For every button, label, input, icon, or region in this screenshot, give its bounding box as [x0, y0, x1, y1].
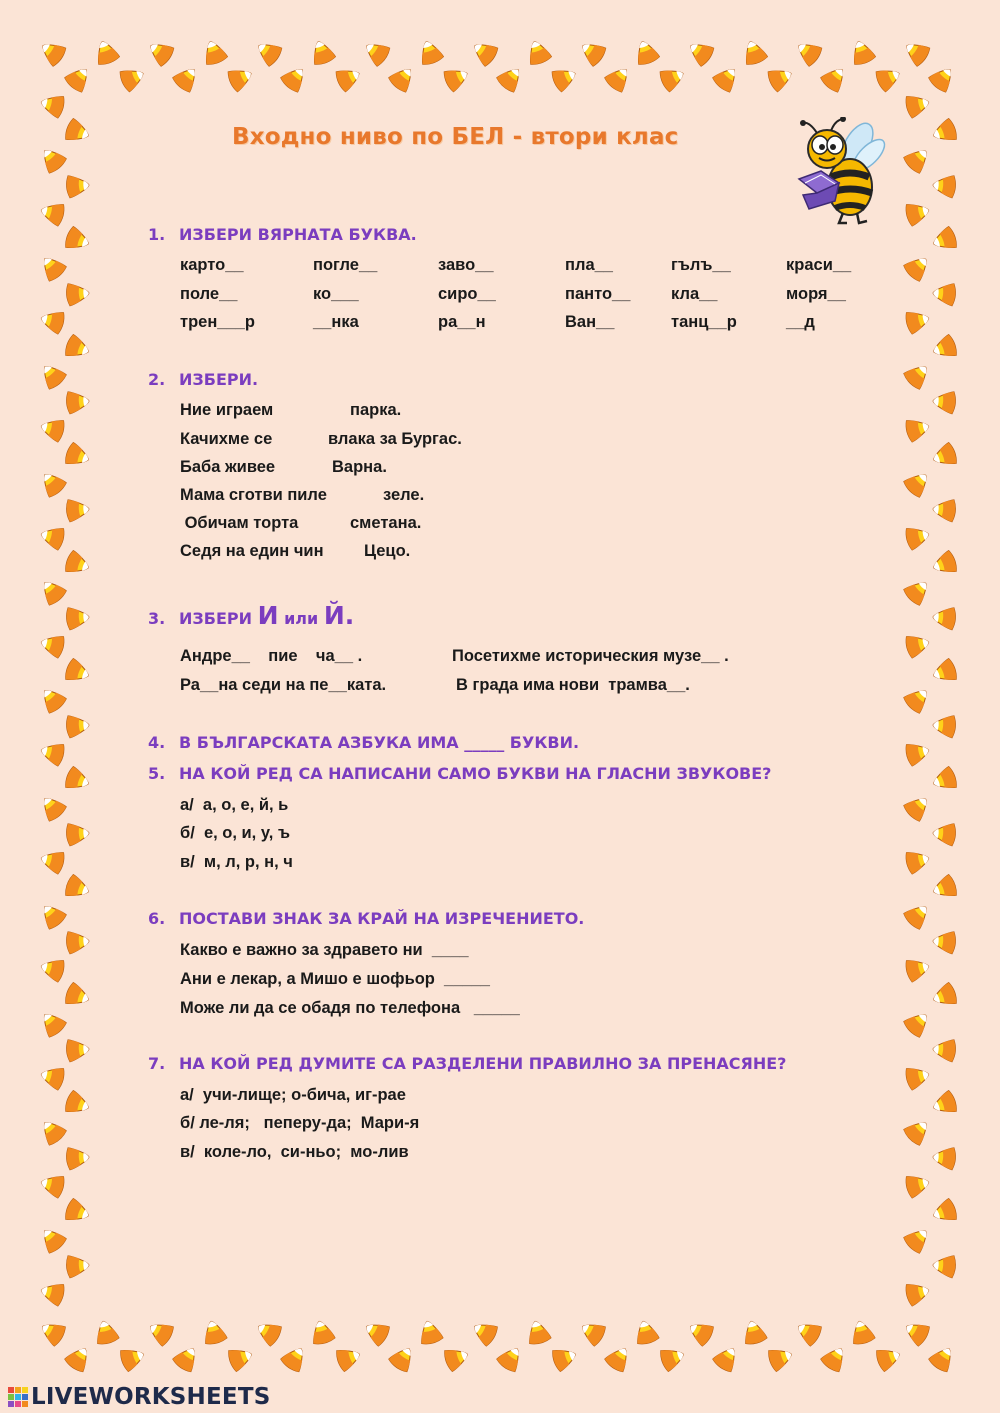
q3-left-sentence: Ра__на седи на пе__ката.	[180, 676, 387, 694]
q3-heading-letter-i: И	[257, 601, 279, 630]
q1-word: моря__	[786, 285, 846, 303]
q7-number: 7.	[148, 1054, 166, 1073]
q1-word: панто__	[565, 285, 631, 303]
q6-sentence: Ани е лекар, а Мишо е шофьор _____	[180, 970, 490, 988]
q1-word: кла__	[671, 285, 718, 303]
q3-heading-prefix: ИЗБЕРИ	[179, 609, 252, 628]
q4-heading-text: В БЪЛГАРСКАТА АЗБУКА ИМА _____ БУКВИ.	[179, 733, 580, 752]
q5-heading	[148, 764, 771, 783]
q2-number: 2.	[148, 370, 166, 389]
q1-word: __д	[786, 313, 815, 331]
q5-heading-text: НА КОЙ РЕД СА НАПИСАНИ САМО БУКВИ НА ГЛАСНИ ЗВУКОВЕ?	[179, 764, 772, 783]
q6-sentence: Може ли да се обадя по телефона _____	[180, 999, 520, 1017]
q2-sentence-start: Мама сготви пиле	[180, 486, 327, 504]
q4-heading	[148, 733, 579, 752]
q1-word: ко___	[313, 285, 359, 303]
q5-option-a: а/ а, о, е, й, ь	[180, 796, 289, 814]
q1-word: краси__	[786, 256, 852, 274]
q3-heading-letter-y: Й.	[323, 601, 355, 630]
q2-heading	[148, 370, 258, 389]
q1-word: карто__	[180, 256, 244, 274]
q5-option-b: б/ е, о, и, у, ъ	[180, 824, 290, 842]
q5-number: 5.	[148, 764, 166, 783]
q7-option-c: в/ коле-ло, си-ньо; мо-лив	[180, 1143, 409, 1161]
bee-reading-illustration	[795, 117, 887, 227]
q2-sentence-end: Цецо.	[364, 542, 411, 560]
q1-word: танц__р	[671, 313, 737, 331]
q2-sentence-start: Качихме се	[180, 430, 273, 448]
q2-sentence-end: парка.	[350, 401, 402, 419]
q1-word: __нка	[313, 313, 359, 331]
q3-right-sentence: В града има нови трамва__.	[456, 676, 690, 694]
q5-option-c: в/ м, л, р, н, ч	[180, 853, 293, 871]
q1-number: 1.	[148, 225, 166, 244]
q1-word: погле__	[313, 256, 378, 274]
q7-option-b: б/ ле-ля; пеперу-да; Мари-я	[180, 1114, 420, 1132]
logo-grid-icon	[8, 1387, 28, 1407]
q2-sentence-start: Обичам торта	[180, 514, 299, 532]
q2-sentence-end: Варна.	[332, 458, 387, 476]
q2-sentence-start: Седя на един чин	[180, 542, 324, 560]
q2-sentence-start: Баба живее	[180, 458, 276, 476]
q1-word: пла__	[565, 256, 613, 274]
q1-word: заво__	[438, 256, 494, 274]
q3-number: 3.	[148, 609, 166, 628]
q1-word: сиро__	[438, 285, 496, 303]
q6-number: 6.	[148, 909, 166, 928]
q3-heading	[148, 601, 354, 630]
liveworksheets-logo	[8, 1383, 270, 1411]
q6-sentence: Какво е важно за здравето ни ____	[180, 941, 469, 959]
q1-word: поле__	[180, 285, 238, 303]
logo-brand-text: LIVEWORKSHEETS	[31, 1384, 271, 1410]
q1-word: гълъ__	[671, 256, 731, 274]
q6-heading-text: ПОСТАВИ ЗНАК ЗА КРАЙ НА ИЗРЕЧЕНИЕТО.	[179, 909, 585, 928]
q7-option-a: а/ учи-лище; о-бича, иг-рае	[180, 1086, 406, 1104]
q2-sentence-end: сметана.	[350, 514, 422, 532]
q7-heading-text: НА КОЙ РЕД ДУМИТЕ СА РАЗДЕЛЕНИ ПРАВИЛНО ЗА ПРЕНАСЯНЕ?	[179, 1054, 787, 1073]
q2-sentence-end: влака за Бургас.	[328, 430, 462, 448]
q4-number: 4.	[148, 733, 166, 752]
worksheet-title: Входно ниво по БЕЛ - втори клас	[232, 124, 679, 150]
q3-heading-or: или	[284, 609, 319, 628]
q1-heading-text: ИЗБЕРИ ВЯРНАТА БУКВА.	[179, 225, 417, 244]
q2-sentence-start: Ние играем	[180, 401, 274, 419]
q7-heading	[148, 1054, 786, 1073]
q2-heading-text: ИЗБЕРИ.	[179, 370, 259, 389]
q1-heading	[148, 225, 417, 244]
q3-left-sentence: Андре__ пие ча__ .	[180, 647, 363, 665]
q3-right-sentence: Посетихме историческия музе__ .	[452, 647, 729, 665]
q2-sentence-end: зеле.	[383, 486, 425, 504]
q6-heading	[148, 909, 584, 928]
q1-word: Ван__	[565, 313, 615, 331]
q1-word: ра__н	[438, 313, 486, 331]
q1-word: трен___р	[180, 313, 255, 331]
